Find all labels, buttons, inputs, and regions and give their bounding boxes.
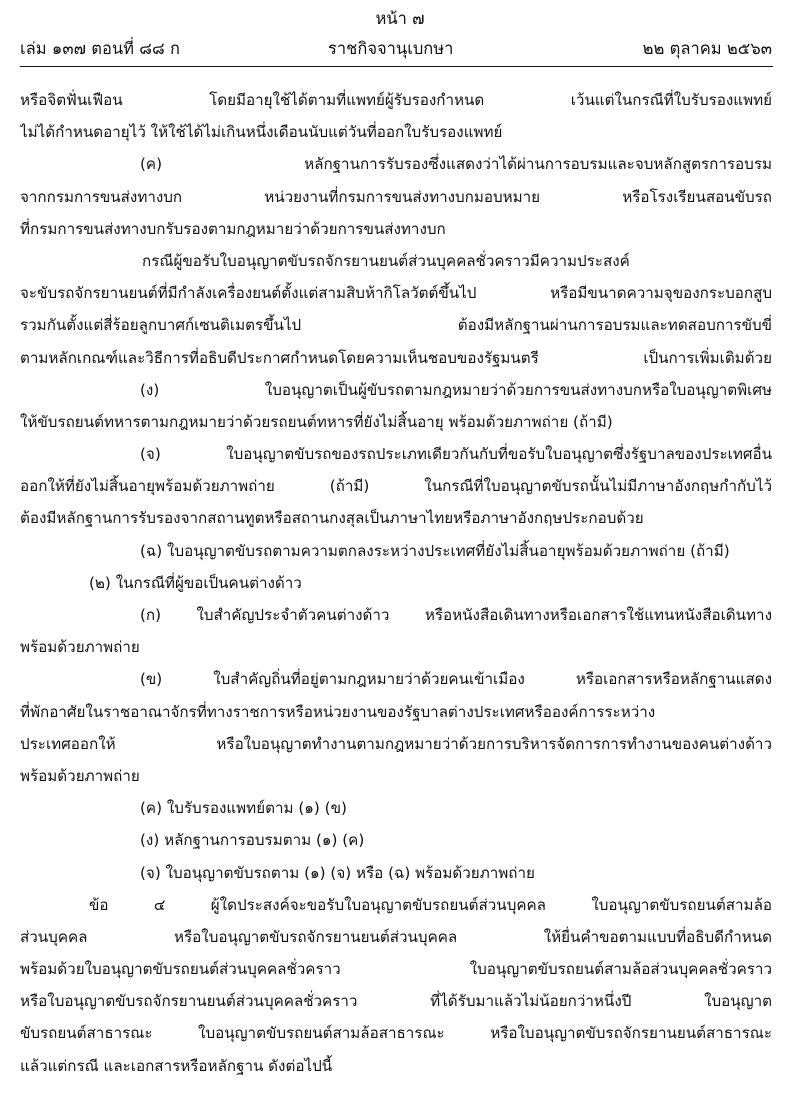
text-line: กรณีผู้ขอรับใบอนุญาตขับรถจักรยานยนต์ส่วนบุคคลชั่วคราวมีความประสงค์	[142, 251, 630, 270]
text-line: (ค) หลักฐานการรับรองซึ่งแสดงว่าได้ผ่านการอบรมและจบหลักสูตรการอบรม	[140, 155, 772, 174]
text-line: ตามหลักเกณฑ์และวิธีการที่อธิบดีประกาศกำหนดโดยความเห็นชอบของรัฐมนตรี เป็นการเพิ่มเติมด้วย	[20, 348, 772, 367]
text-line: ข้อ ๔ ผู้ใดประสงค์จะขอรับใบอนุญาตขับรถยนต์ส่วนบุคคล ใบอนุญาตขับรถยนต์สามล้อ	[89, 895, 772, 914]
text-line: หรือจิตฟั่นเฟือน โดยมีอายุใช้ได้ตามที่แพทย์ผู้รับรองกำหนด เว้นแต่ในกรณีที่ใบรับรองแพทย์	[20, 91, 772, 109]
text-line: (จ) ใบอนุญาตขับรถของรถประเภทเดียวกันกับที่ขอรับใบอนุญาตซึ่งรัฐบาลของประเทศอื่น	[140, 445, 772, 464]
publication-title: ราชกิจจานุเบกษา	[328, 39, 454, 58]
text-line: ที่กรมการขนส่งทางบกรับรองตามกฎหมายว่าด้วยการขนส่งทางบก	[20, 219, 446, 238]
text-line: (ง) หลักฐานการอบรมตาม (๑) (ค)	[140, 831, 365, 850]
text-line: ที่พักอาศัยในราชอาณาจักรที่ทางราชการหรือหน่วยงานของรัฐบาลต่างประเทศหรือองค์การระหว่าง	[20, 702, 656, 721]
text-line: ขับรถยนต์สาธารณะ ใบอนุญาตขับรถยนต์สามล้อสาธารณะ หรือใบอนุญาตขับรถจักรยานยนต์สาธารณะ	[20, 1024, 772, 1043]
text-line: ส่วนบุคคล หรือใบอนุญาตขับรถจักรยานยนต์ส่วนบุคคล ให้ยื่นคำขอตามแบบที่อธิบดีกำหนด	[20, 927, 772, 946]
publication-date: ๒๒ ตุลาคม ๒๕๖๓	[642, 39, 772, 58]
body-text	[20, 84, 772, 1082]
text-line: (ข) ใบสำคัญถิ่นที่อยู่ตามกฎหมายว่าด้วยคนเข้าเมือง หรือเอกสารหรือหลักฐานแสดง	[140, 670, 772, 689]
text-line: ออกให้ที่ยังไม่สิ้นอายุพร้อมด้วยภาพถ่าย (ถ้ามี) ในกรณีที่ใบอนุญาตขับรถนั้นไม่มีภาษาอังกฤษกำกับไว้	[20, 477, 772, 496]
text-line: (ฉ) ใบอนุญาตขับรถตามความตกลงระหว่างประเทศที่ยังไม่สิ้นอายุพร้อมด้วยภาพถ่าย (ถ้ามี)	[140, 541, 730, 560]
page-number: หน้า ๗	[375, 9, 425, 28]
text-line: พร้อมด้วยใบอนุญาตขับรถยนต์ส่วนบุคคลชั่วคราว ใบอนุญาตขับรถยนต์สามล้อส่วนบุคคลชั่วคราว	[20, 960, 772, 979]
text-line: (ค) ใบรับรองแพทย์ตาม (๑) (ข)	[140, 799, 347, 818]
text-line: หรือใบอนุญาตขับรถจักรยานยนต์ส่วนบุคคลชั่วคราว ที่ได้รับมาแล้วไม่น้อยกว่าหนึ่งปี ใบอนุญาต	[20, 992, 772, 1011]
running-header	[20, 36, 772, 62]
text-line: แล้วแต่กรณี และเอกสารหรือหลักฐาน ดังต่อไปนี้	[20, 1056, 333, 1075]
text-line: รวมกันตั้งแต่สี่ร้อยลูกบาศก์เซนติเมตรขึ้นไป ต้องมีหลักฐานผ่านการอบรมและทดสอบการขับขี่	[20, 316, 772, 335]
text-line: จากกรมการขนส่งทางบก หน่วยงานที่กรมการขนส่งทางบกมอบหมาย หรือโรงเรียนสอนขับรถ	[20, 187, 772, 206]
text-line: ไม่ได้กำหนดอายุไว้ ให้ใช้ได้ไม่เกินหนึ่งเดือนนับแต่วันที่ออกใบรับรองแพทย์	[20, 123, 503, 142]
text-line: (๒) ในกรณีที่ผู้ขอเป็นคนต่างด้าว	[89, 573, 302, 592]
text-line: ให้ขับรถยนต์ทหารตามกฎหมายว่าด้วยรถยนต์ทหารที่ยังไม่สิ้นอายุ พร้อมด้วยภาพถ่าย (ถ้ามี)	[20, 412, 613, 431]
text-line: (จ) ใบอนุญาตขับรถตาม (๑) (จ) หรือ (ฉ) พร้อมด้วยภาพถ่าย	[140, 863, 535, 882]
text-line: พร้อมด้วยภาพถ่าย	[20, 638, 140, 657]
text-line: ต้องมีหลักฐานการรับรองจากสถานทูตหรือสถานกงสุลเป็นภาษาไทยหรือภาษาอังกฤษประกอบด้วย	[20, 509, 644, 528]
header-divider	[20, 66, 773, 67]
text-line: จะขับรถจักรยานยนต์ที่มีกำลังเครื่องยนต์ตั้งแต่สามสิบห้ากิโลวัตต์ขึ้นไป หรือมีขนาดความจุของกระบอกสูบ	[20, 284, 772, 303]
text-line: ประเทศออกให้ หรือใบอนุญาตทำงานตามกฎหมายว่าด้วยการบริหารจัดการการทำงานของคนต่างด้าว	[20, 734, 772, 753]
text-line: พร้อมด้วยภาพถ่าย	[20, 766, 140, 785]
text-line: (ก) ใบสำคัญประจำตัวคนต่างด้าว หรือหนังสือเดินทางหรือเอกสารใช้แทนหนังสือเดินทาง	[140, 606, 772, 624]
text-line: (ง) ใบอนุญาตเป็นผู้ขับรถตามกฎหมายว่าด้วยการขนส่งทางบกหรือใบอนุญาตพิเศษ	[140, 380, 772, 399]
volume-issue: เล่ม ๑๓๗ ตอนที่ ๘๘ ก	[20, 39, 180, 58]
